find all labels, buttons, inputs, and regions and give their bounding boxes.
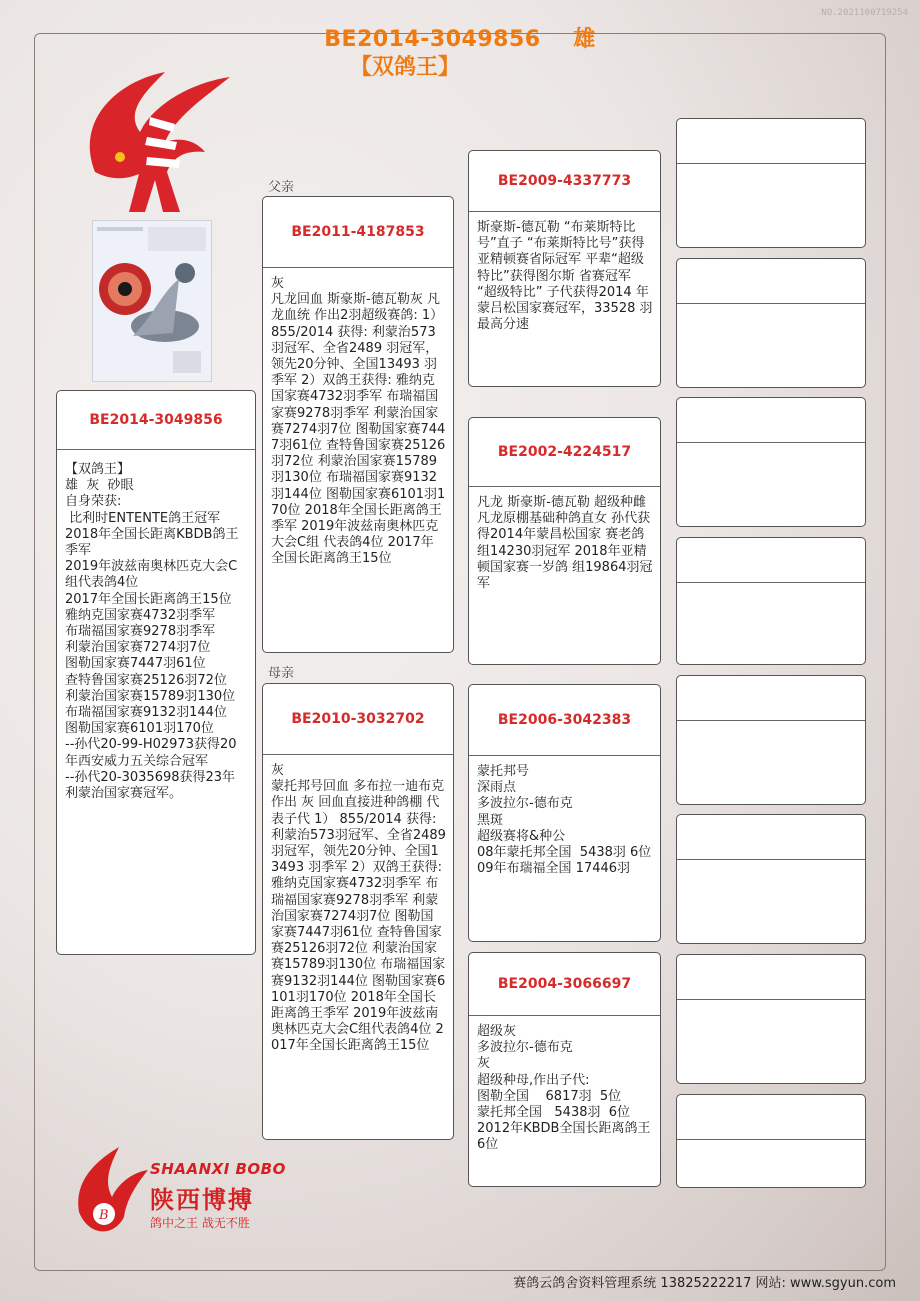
title-ring: BE2014-3049856 bbox=[324, 27, 541, 52]
maternal-grandfather-card bbox=[468, 684, 661, 942]
brand-logo-icon bbox=[64, 1142, 150, 1242]
father-label: 父亲 bbox=[268, 180, 295, 195]
title-sex: 雄 bbox=[573, 27, 596, 52]
great-grandparent-box-6 bbox=[676, 814, 866, 944]
subject-ring: BE2014-3049856 bbox=[57, 391, 255, 450]
great-grandparent-box-8 bbox=[676, 1094, 866, 1188]
paternal-grandmother-ring: BE2002-4224517 bbox=[469, 418, 660, 487]
mother-card bbox=[262, 683, 454, 1140]
paternal-grandfather-ring: BE2009-4337773 bbox=[469, 151, 660, 212]
phoenix-logo-icon bbox=[55, 62, 235, 222]
svg-text:B: B bbox=[99, 1208, 109, 1223]
document-number: NO.2021100719254 bbox=[821, 8, 908, 18]
great-grandparent-box-7 bbox=[676, 954, 866, 1084]
great-grandparent-box-2 bbox=[676, 258, 866, 388]
father-text: 灰 凡龙回血 斯豪斯-德瓦勒灰 凡龙血统 作出2羽超级赛鸽: 1） 855/2014 获得: 利蒙治573羽冠军、全省2489 羽冠军，领先20分钟、全国13493 羽季军 2）双鸽王获得: 雅纳克国家赛4732羽季军 布瑞福国家赛9278羽季军 利蒙治国家赛7274羽7位 图勒国家赛7447羽61位 查特鲁国家赛25126羽72位 利蒙治国家赛15789羽130位 布瑞福国家赛9132羽144位 图勒国家赛6101羽170位 2018年全国长距离鸽王季军 2019年波兹南奥林匹克大会C组 代表鸽4位 2017年全国长距离鸽王15位 bbox=[271, 276, 446, 567]
great-grandparent-box-4 bbox=[676, 537, 866, 665]
great-grandparent-box-5 bbox=[676, 675, 866, 805]
maternal-grandfather-ring: BE2006-3042383 bbox=[469, 685, 660, 756]
subject-card bbox=[56, 390, 256, 955]
maternal-grandmother-ring: BE2004-3066697 bbox=[469, 953, 660, 1016]
great-grandparent-box-1 bbox=[676, 118, 866, 248]
great-grandparent-box-3 bbox=[676, 397, 866, 527]
paternal-grandmother-text: 凡龙 斯豪斯-德瓦勒 超级种雌 凡龙原棚基础种鸽直女 孙代获得2014年蒙昌松国家 赛老鸽组14230羽冠军 2018年亚精顿国家赛一岁鸽 组19864羽冠军 bbox=[477, 495, 653, 592]
title-name: 【双鸽王】 bbox=[350, 55, 461, 80]
father-card bbox=[262, 196, 454, 653]
mother-text: 灰 蒙托邦号回血 多布拉一迪布克作出 灰 回血直接进种鸽棚 代表子代 1） 855/2014 获得: 利蒙治573羽冠军、全省2489 羽冠军，领先20分钟、全国13493 羽季军 2）双鸽王获得: 雅纳克国家赛4732羽季军 布瑞福国家赛9278羽季军 利蒙治国家赛7274羽7位 图勒国家赛7447羽61位 查特鲁国家赛25126羽72位 利蒙治国家赛15789羽130位 布瑞福国家赛9132羽144位 图勒国家赛6101羽170位 2018年全国长距离鸽王季军 2019年波兹南奥林匹克大会C组代表鸽4位 2017年全国长距离鸽王15位 bbox=[271, 763, 446, 1054]
mother-ring: BE2010-3032702 bbox=[263, 684, 453, 755]
subject-text: 【双鸽王】 雄 灰 砂眼 自身荣获: 比利时ENTENTE鸽王冠军 2018年全国长距离KBDB鸽王季军 2019年波兹南奥林匹克大会C组代表鸽4位 2017年全国长距离鸽王15位 雅纳克国家赛4732羽季军 布瑞福国家赛9278羽季军 利蒙治国家赛7274羽7位 图勒国家赛7447羽61位 查特鲁国家赛25126羽72位 利蒙治国家赛15789羽130位 布瑞福国家赛9132羽144位 图勒国家赛6101羽170位 --孙代20-99-H02973获得20年西安威力五关综合冠军 --孙代20-3035698获得23年利蒙治国家赛冠军。 bbox=[65, 462, 239, 802]
maternal-grandmother-text: 超级灰 多波拉尔-德布克 灰 超级种母,作出子代: 图勒全国 6817羽 5位 蒙托邦全国 5438羽 6位 2012年KBDB全国长距离鸽王6位 bbox=[477, 1024, 651, 1153]
mother-label: 母亲 bbox=[268, 666, 295, 681]
paternal-grandfather-card bbox=[468, 150, 661, 387]
maternal-grandfather-text: 蒙托邦号 深雨点 多波拉尔-德布克 黑斑 超级赛将&种公 08年蒙托邦全国 5438羽 6位 09年布瑞福全国 17446羽 bbox=[477, 764, 652, 877]
brand-chinese: 陕西博搏 bbox=[150, 1186, 254, 1214]
page-title bbox=[0, 22, 920, 53]
brand-slogan: 鸽中之王 战无不胜 bbox=[150, 1216, 250, 1230]
brand-english: SHAANXI BOBO bbox=[150, 1160, 286, 1178]
maternal-grandmother-card bbox=[468, 952, 661, 1187]
footer-text: 赛鸽云鸽舍资料管理系统 13825222217 网站: www.sgyun.com bbox=[513, 1276, 896, 1291]
paternal-grandfather-text: 斯豪斯-德瓦勒 “布莱斯特比号”直子 “布莱斯特比号”获得亚精顿赛省际冠军 平辈“超级特比”获得图尔斯 省赛冠军 “超级特比” 子代获得2014 年蒙吕松国家赛冠军，33528 羽最高分速 bbox=[477, 220, 653, 333]
paternal-grandmother-card bbox=[468, 417, 661, 665]
pigeon-photo bbox=[92, 220, 212, 382]
father-ring: BE2011-4187853 bbox=[263, 197, 453, 268]
